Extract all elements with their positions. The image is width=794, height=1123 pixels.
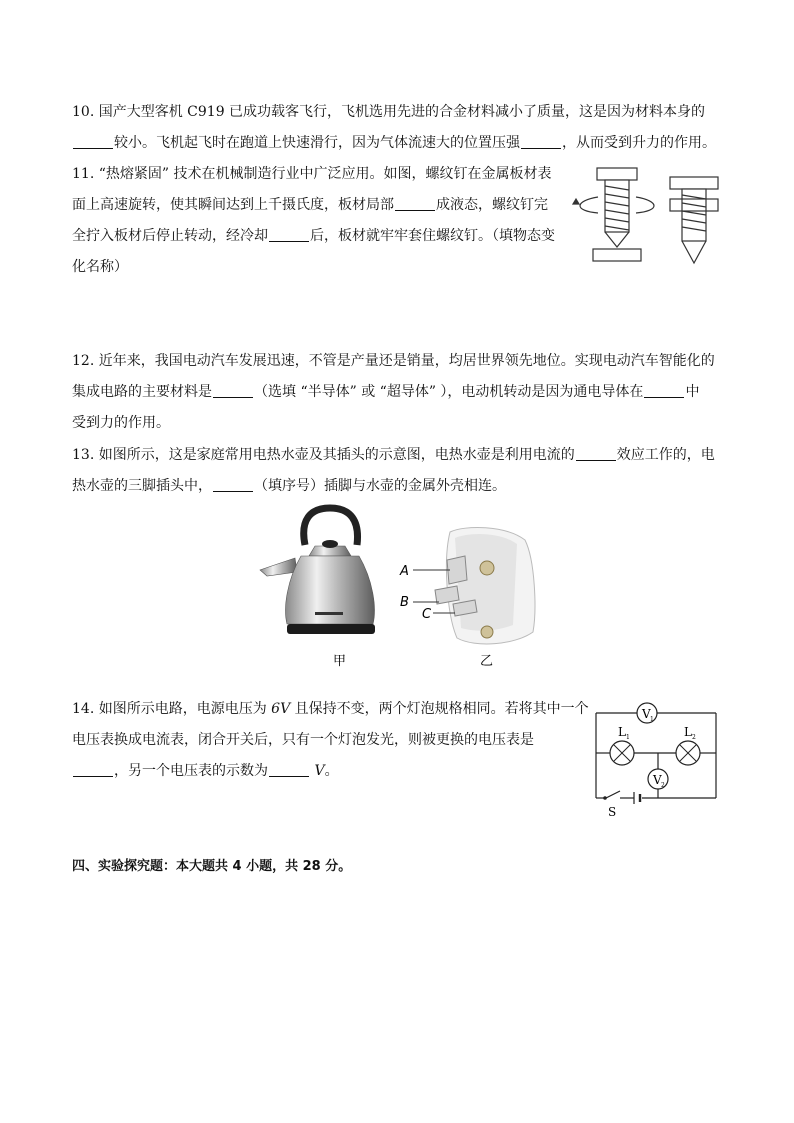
q10-line1: 10. 国产大型客机 C919 已成功载客飞行，飞机选用先进的合金材料减小了质量，这是因为材料本身的: [72, 104, 706, 120]
answer-blank[interactable]: [213, 477, 253, 492]
answer-blank[interactable]: [576, 446, 616, 461]
pin-label-c: C: [422, 607, 432, 622]
question-11: [72, 159, 555, 283]
svg-text:V: V: [642, 707, 651, 721]
answer-blank[interactable]: [269, 227, 309, 242]
section-heading: 四、实验探究题：本大题共 4 小题，共 28 分。: [72, 859, 352, 874]
electric-kettle-icon: [260, 508, 375, 634]
figure-caption-yi: 乙: [480, 654, 494, 669]
pin-label-b: B: [400, 595, 409, 610]
screw-figure: [572, 165, 732, 275]
lamp-l1-label: L: [618, 725, 626, 739]
svg-text:V: V: [653, 773, 662, 787]
kettle-figure: [255, 500, 385, 669]
q14-line1: 14. 如图所示电路，电源电压为 6V 且保持不变，两个灯泡规格相同。若将其中一个: [72, 701, 589, 717]
q12-line1: 12. 近年来，我国电动汽车发展迅速，不管是产量还是销量，均居世界领先地位。实现电动汽车智能化的: [72, 353, 715, 369]
q13-line1: 13. 如图所示，这是家庭常用电热水壶及其插头的示意图，电热水壶是利用电流的 效应工作的，电: [72, 447, 715, 463]
plug-figure: [395, 520, 545, 670]
q12-line3: 受到力的作用。: [72, 415, 170, 431]
answer-blank[interactable]: [73, 762, 113, 777]
voltmeter-v2-icon: [648, 769, 668, 789]
q14-line2: 电压表换成电流表，闭合开关后，只有一个灯泡发光，则被更换的电压表是: [72, 732, 534, 748]
question-14: [72, 694, 589, 787]
q10-line2: 较小。飞机起飞时在跑道上快速滑行，因为气体流速大的位置压强 ，从而受到升力的作用。: [72, 128, 716, 159]
question-10: [72, 97, 716, 159]
answer-blank[interactable]: [644, 383, 684, 398]
question-13: [72, 440, 715, 502]
svg-text:1: 1: [650, 716, 654, 723]
answer-blank[interactable]: [521, 134, 561, 149]
lamp-l2-label: L: [684, 725, 692, 739]
q11-line1: 11. “热熔紧固” 技术在机械制造行业中广泛应用。如图，螺纹钉在金属板材表: [72, 166, 552, 182]
q11-line3: 全拧入板材后停止转动，经冷却 后，板材就牢牢套住螺纹钉。（填物态变: [72, 228, 555, 244]
answer-blank[interactable]: [73, 134, 113, 149]
figure-caption-jia: 甲: [333, 654, 347, 669]
q11-line2: 面上高速旋转，使其瞬间达到上千摄氏度，板材局部 成液态，螺纹钉完: [72, 197, 548, 213]
lamp-l2-icon: [676, 741, 700, 765]
fastened-screw-icon: [670, 177, 718, 263]
answer-blank[interactable]: [269, 762, 309, 777]
three-pin-plug-icon: [435, 527, 535, 643]
q13-line2: 热水壶的三脚插头中， （填序号）插脚与水壶的金属外壳相连。: [72, 478, 506, 494]
svg-text:2: 2: [661, 782, 665, 789]
svg-text:1: 1: [626, 734, 630, 741]
voltmeter-v1-icon: [637, 703, 657, 723]
q12-line2: 集成电路的主要材料是 （选填 “半导体” 或 “超导体” ），电动机转动是因为通电导体在 中: [72, 384, 700, 400]
svg-text:2: 2: [692, 734, 696, 741]
circuit-diagram: [592, 700, 722, 820]
q14-line3: ，另一个电压表的示数为 V。: [72, 756, 589, 787]
answer-blank[interactable]: [395, 196, 435, 211]
rotating-screw-icon: [573, 168, 654, 261]
switch-label: S: [608, 805, 617, 819]
lamp-l1-icon: [610, 741, 634, 765]
q11-line4: 化名称）: [72, 259, 128, 275]
answer-blank[interactable]: [213, 383, 253, 398]
pin-label-a: A: [400, 564, 409, 579]
question-12: [72, 346, 715, 439]
